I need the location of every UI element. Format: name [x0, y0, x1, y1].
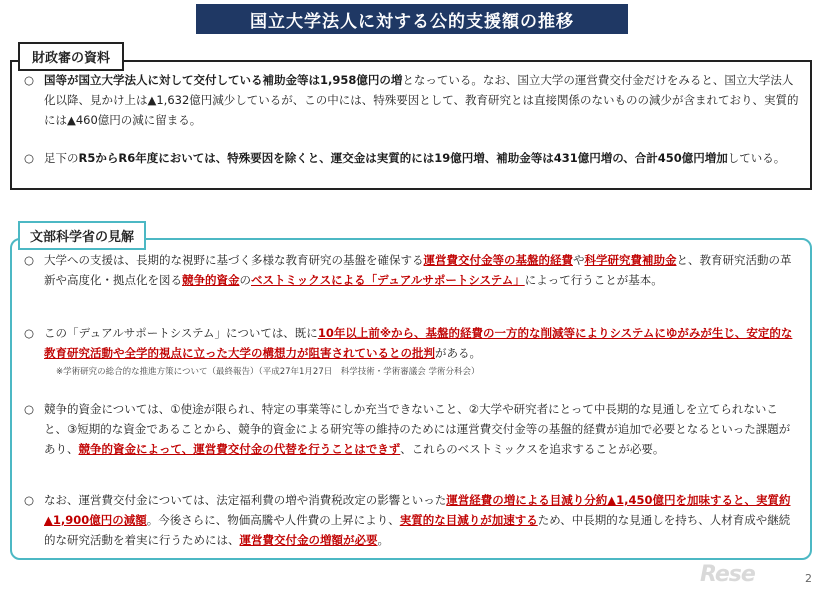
- bullet-circle: ○: [24, 326, 35, 340]
- text-segment: 、これらのベストミックスを追求することが必要。: [400, 442, 665, 456]
- highlighted-text: 運営費交付金等の基盤的経費: [423, 253, 573, 267]
- footnote: ※学術研究の総合的な推進方策について（最終報告）（平成27年1月27日 科学技術・学術審議会 学術分科会）: [56, 367, 480, 377]
- text-segment: がある。: [435, 346, 481, 360]
- bullet-circle: ○: [24, 253, 35, 267]
- zaiseishin-paragraph-2: [24, 148, 799, 168]
- page-title: 国立大学法人に対する公的支援額の推移: [196, 4, 628, 34]
- text-segment: の: [239, 273, 251, 287]
- highlighted-text: 科学研究費補助金: [584, 253, 677, 267]
- text-segment: この「デュアルサポートシステム」については、既に: [44, 326, 318, 340]
- text-segment: している。: [727, 151, 786, 165]
- highlighted-text: 実質的な目減りが加速する: [399, 513, 538, 527]
- highlighted-text: 運営費交付金の増額が必要: [239, 533, 378, 547]
- bullet-circle: ○: [24, 402, 35, 416]
- monbukagakusho-paragraph-3: [24, 399, 799, 459]
- text-segment: 。今後さらに、物価高騰や人件費の上昇により、: [146, 513, 400, 527]
- text-segment: 足下の: [44, 151, 79, 165]
- bullet-circle: ○: [24, 493, 35, 507]
- page-number: 2: [805, 572, 812, 585]
- bullet-circle: ○: [24, 151, 35, 165]
- text-segment: と、教育研究活動の革新や高度化・拠点化を図る: [44, 253, 792, 287]
- highlighted-text: 10年以上前※から、基盤的経費の一方的な削減等によりシステムにゆがみが生じ、安定的な教育研究活動や全学的視点に立った大学の構想力が阻害されているとの批判: [44, 326, 793, 360]
- text-segment: ため、中長期的な見通しを持ち、人材育成や継続的な研究活動を着実に行うためには、: [44, 513, 791, 547]
- highlighted-text: 運営経費の増による目減り分約▲1,450億円を加味すると、実質約▲1,900億円の減額: [44, 493, 791, 527]
- zaiseishin-label: 財政審の資料: [18, 42, 124, 71]
- text-segment: なお、運営費交付金については、法定福利費の増や消費税改定の影響といった: [44, 493, 447, 507]
- monbukagakusho-paragraph-4: [24, 490, 799, 550]
- watermark-logo: Rese: [700, 562, 755, 587]
- monbukagakusho-paragraph-1: [24, 250, 799, 290]
- highlighted-text: 競争的資金によって、運営費交付金の代替を行うことはできず: [78, 442, 401, 456]
- text-segment: や: [573, 253, 585, 267]
- text-segment: 競争的資金については、①使途が限られ、特定の事業等にしか充当できないこと、②大学や研究者にとって中長期的な見通しを立てられないこと、③短期的な資金であることから、競争的資金による研究等の維持のためには運営費交付金等の基盤的経費が追加で必要となるといった課題があり、: [44, 402, 791, 456]
- text-segment: によって行うことが基本。: [524, 273, 663, 287]
- text-segment: 大学への支援は、長期的な視野に基づく多様な教育研究の基盤を確保する: [44, 253, 424, 267]
- text-segment: となっている。なお、国立大学の運営費交付金だけをみると、国立大学法人化以降、見かけ上は▲1,632億円減少しているが、この中には、特殊要因として、教育研究とは直接関係のないものの減少が含まれており、実質的には▲460億円の減に留まる。: [44, 73, 799, 127]
- monbukagakusho-label: 文部科学省の見解: [18, 221, 146, 250]
- text-segment: 。: [377, 533, 389, 547]
- monbukagakusho-paragraph-2: [24, 323, 799, 363]
- bold-text: R5からR6年度においては、特殊要因を除くと、運交金は実質的には19億円増、補助金等は431億円増の、合計450億円増加: [78, 151, 728, 165]
- bullet-circle: ○: [24, 73, 35, 87]
- highlighted-text: 競争的資金: [182, 273, 240, 287]
- bold-text: 国等が国立大学法人に対して交付している補助金等は1,958億円の増: [44, 73, 403, 87]
- highlighted-text: ベストミックスによる「デュアルサポートシステム」: [251, 273, 525, 287]
- zaiseishin-paragraph-1: [24, 70, 799, 130]
